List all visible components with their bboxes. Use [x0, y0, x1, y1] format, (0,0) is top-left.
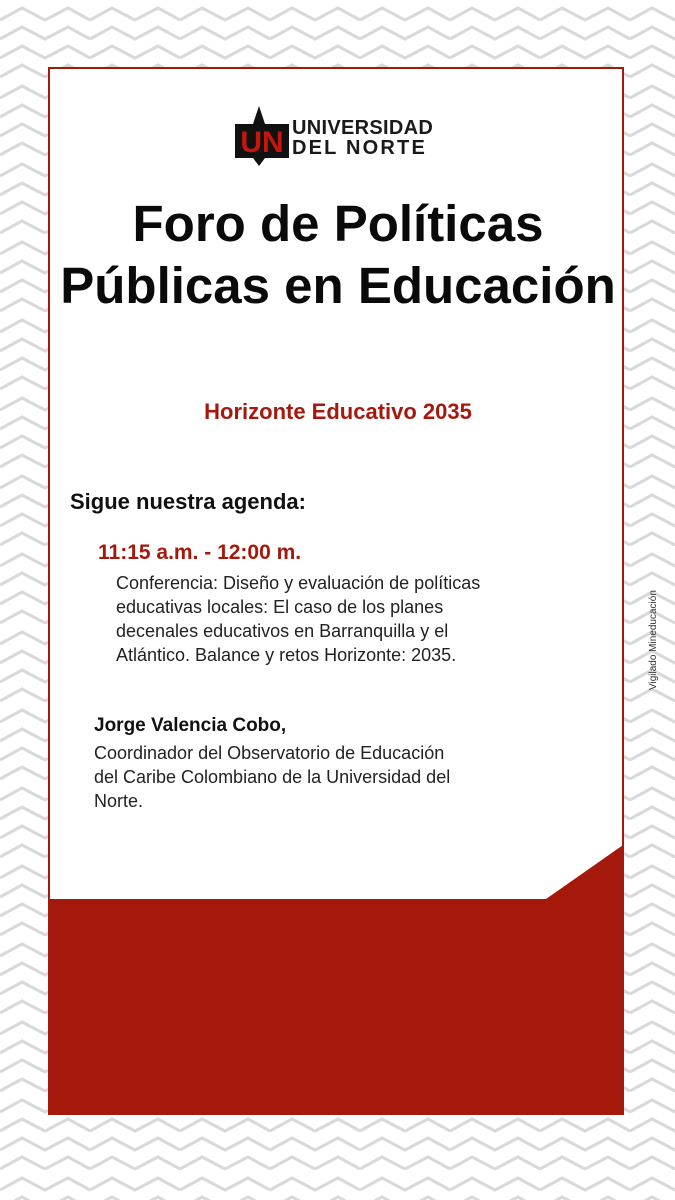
agenda-heading: Sigue nuestra agenda:: [70, 489, 306, 514]
agenda-description: Conferencia: Diseño y evaluación de políticas educativas locales: El caso de los planes decenales educativos en Barranquilla y el Atlántico. Balance y retos Horizonte: 2035.: [116, 573, 481, 665]
un-monogram-icon: [235, 106, 291, 166]
university-name-line1: UNIVERSIDAD: [292, 117, 434, 139]
university-name: [292, 118, 433, 158]
event-title: Foro de Políticas Públicas en Educación: [60, 195, 616, 314]
event-card: [48, 67, 624, 1115]
logo-letters: UN: [240, 126, 284, 159]
vigilado-label: Vigilado Mineducación: [648, 590, 659, 690]
speaker-name: Jorge Valencia Cobo,: [94, 715, 287, 736]
agenda-time: 11:15 a.m. - 12:00 m.: [98, 541, 302, 564]
speaker-role: Coordinador del Observatorio de Educación del Caribe Colombiano de la Universidad del Norte.: [94, 743, 451, 811]
university-logo: [235, 106, 445, 166]
event-subtitle: Horizonte Educativo 2035: [204, 399, 472, 424]
university-name-line2: DEL NORTE: [292, 137, 427, 159]
